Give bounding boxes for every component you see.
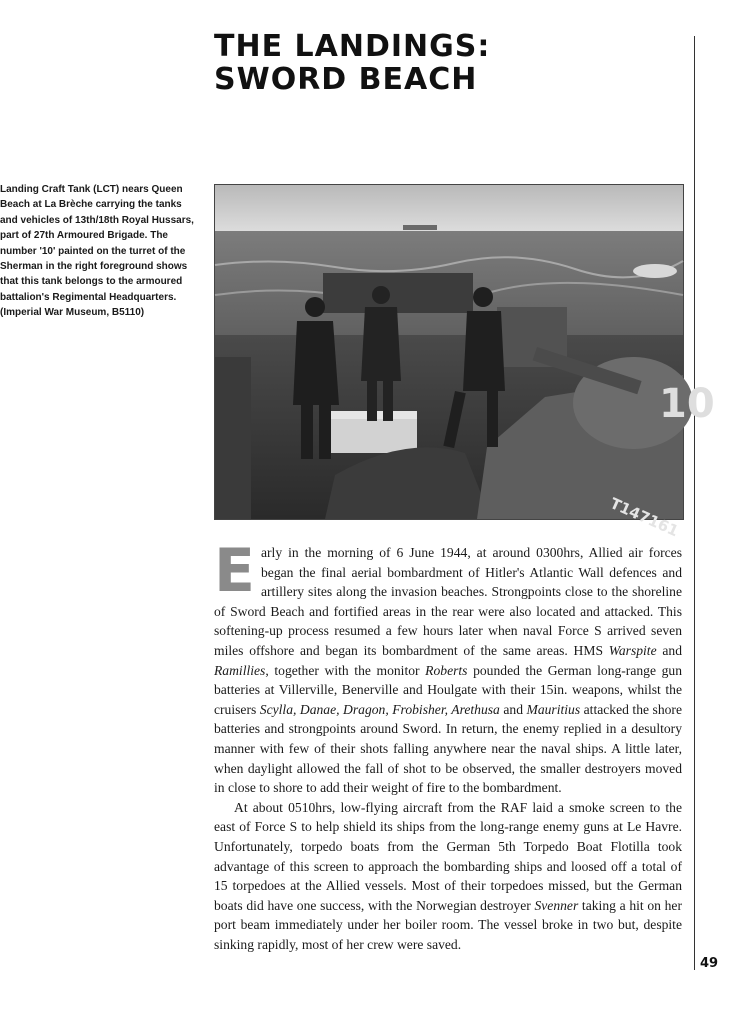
ship-warspite: Warspite bbox=[608, 642, 657, 658]
ship-mauritius: Mauritius bbox=[526, 701, 581, 717]
photo-caption: Landing Craft Tank (LCT) nears Queen Beach at La Brèche carrying the tanks and vehicles of 13th/18th Royal Hussars, part of 27th Armoured Brigade. The number '10' painted on the turret of the Sherman in the right foreground shows that this tank belongs to the armoured battalion's Regimental Headquarters. (Imperial War Museum, B5110) bbox=[0, 184, 194, 319]
p1-text-b: and bbox=[656, 642, 682, 658]
photo-surf bbox=[633, 264, 677, 278]
photo-ramp bbox=[323, 273, 473, 313]
ship-svenner: Svenner bbox=[534, 897, 579, 913]
title-line-2: SWORD BEACH bbox=[214, 62, 478, 97]
drop-cap: E bbox=[214, 536, 255, 606]
paragraph-2 bbox=[214, 798, 682, 955]
title-line-1: THE LANDINGS: bbox=[214, 29, 491, 64]
photo-side-wall bbox=[215, 357, 251, 519]
p1-text-d: pounded the German long-range gun batteries at Villerville, Benerville and Houlgate with their 15in. weapons, whilst the cruisers bbox=[214, 662, 682, 717]
p1-text-e: and bbox=[499, 701, 527, 717]
ship-cruisers: Scylla, Danae, Dragon, Frobisher, Arethusa bbox=[259, 701, 500, 717]
p2-text-b: taking a hit on her port beam immediately under her boiler room. The vessel broke in two but, despite sinking rapidly, most of her crew were saved. bbox=[214, 897, 682, 952]
p1-text-f: attacked the shore batteries and strongpoints around Sword. In return, the enemy replied in a desultory manner with few of their shots falling anywhere near the naval ships. A little later, when daylight allowed the fall of shot to be observed, the smaller destroyers moved in close to shore to add their weight of fire to the bombardment. bbox=[214, 701, 682, 796]
photo-turret-number: 10 bbox=[659, 381, 715, 427]
margin-rule bbox=[694, 36, 695, 970]
p1-text-c: , together with the monitor bbox=[265, 662, 426, 678]
photo-sky bbox=[215, 185, 683, 231]
page-title bbox=[214, 30, 490, 96]
p2-text-a: At about 0510hrs, low-flying aircraft from the RAF laid a smoke screen to the east of Force S to help shield its ships from the long-range enemy guns at Le Havre. Unfortunately, torpedo boats from the German 5th Torpedo Boat Flotilla took advantage of this screen to approach the bombarding ships and loosed off a total of 15 torpedoes at the Allied vessels. Most of their torpedoes missed, but the German boats did have one success, with the Norwegian destroyer bbox=[214, 799, 682, 913]
ship-roberts: Roberts bbox=[425, 662, 468, 678]
photo-ammo-box bbox=[329, 417, 417, 453]
photo-distant-ship bbox=[403, 225, 437, 230]
article-body bbox=[214, 536, 682, 954]
photo-illustration bbox=[215, 185, 715, 541]
photo-hull-number: T147161 bbox=[607, 494, 682, 541]
photo-lct-sword-beach bbox=[214, 184, 715, 541]
ship-ramillies: Ramillies bbox=[214, 662, 266, 678]
paragraph-1 bbox=[214, 536, 682, 798]
page-number: 49 bbox=[700, 956, 719, 971]
p1-text-a: arly in the morning of 6 June 1944, at around 0300hrs, Allied air forces began the final aerial bombardment of Hitler's Atlantic Wall defences and artillery sites along the invasion beaches. Strongpoints close to the shoreline of Sword Beach and fortified areas in the rear were also located and attacked. This softening-up process resumed a few hours later when naval Force S arrived seven miles offshore and began its bombardment of the same areas. HMS bbox=[214, 545, 682, 658]
